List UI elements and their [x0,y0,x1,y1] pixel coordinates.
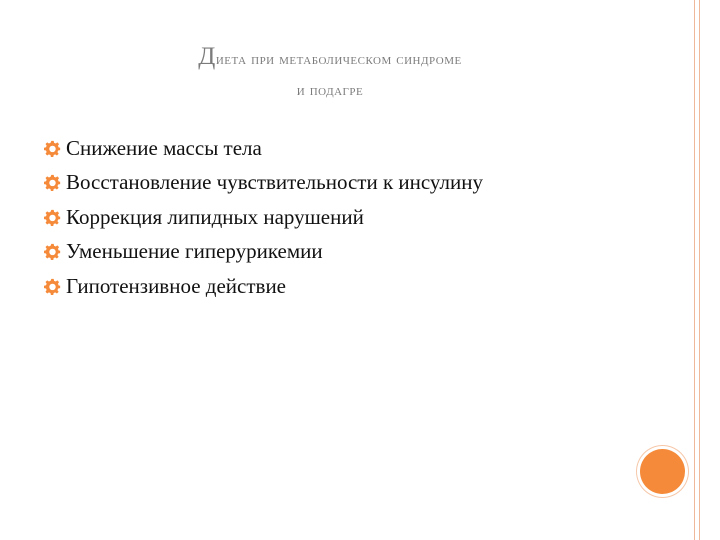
bullet-text: Коррекция липидных нарушений [66,204,364,229]
decorative-border-line [699,0,700,540]
title-line-2: и подагре [296,82,364,99]
bullet-item [44,166,483,201]
bullet-item [44,131,483,166]
bullet-text: Гипотензивное действие [66,273,287,298]
bullet-item [44,200,483,235]
decorative-border-line [694,0,695,540]
bullet-text: Уменьшение гиперурикемии [66,239,323,264]
bullet-text: Снижение массы тела [66,135,262,160]
title-initial-letter: Д [198,43,216,70]
title-line-1-text: иета при метаболическом синдроме [215,51,462,68]
bullet-text: Восстановление чувствительности к инсулину [66,170,483,195]
gear-icon [44,140,61,157]
gear-icon [44,174,61,191]
bullet-item [44,269,483,304]
title-line-1 [0,38,660,79]
gear-icon [44,209,61,226]
gear-icon [44,243,61,260]
bullet-item [44,235,483,270]
gear-icon [44,278,61,295]
bullet-list [44,131,483,304]
decorative-orange-circle [640,449,685,494]
slide-title [0,38,660,103]
